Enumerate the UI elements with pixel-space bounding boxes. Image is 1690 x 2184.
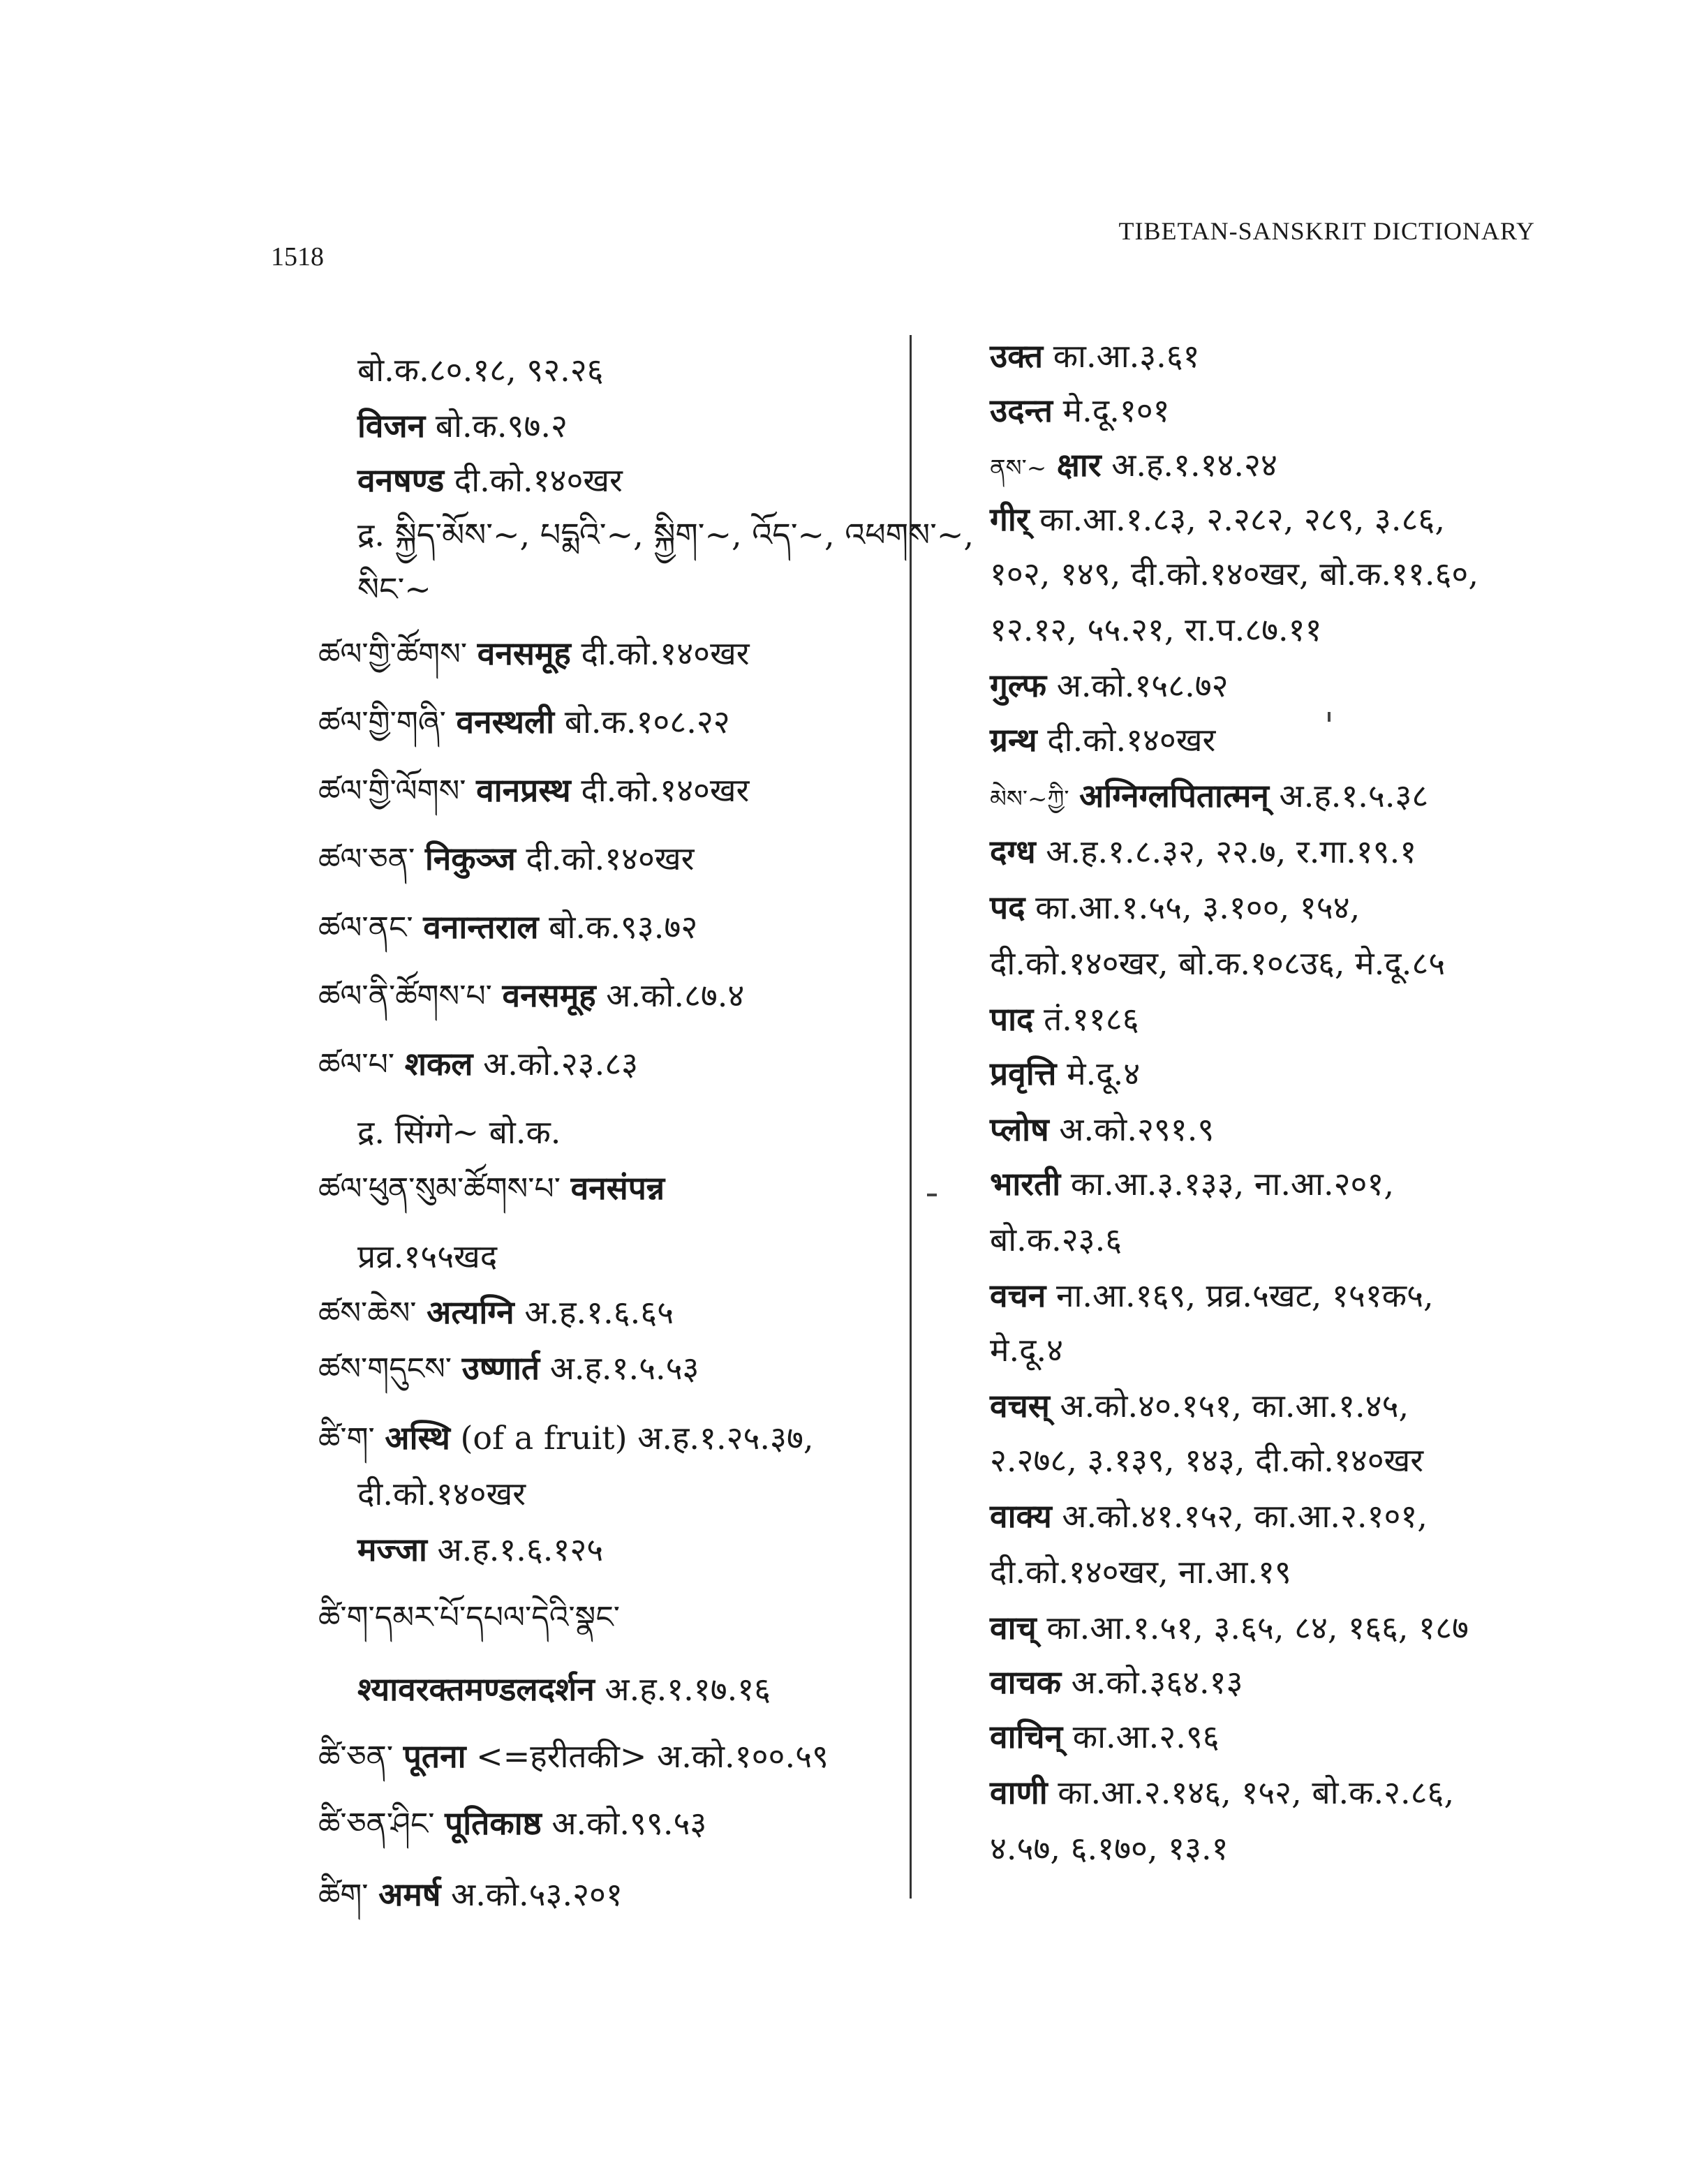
entry-line: [990, 553, 1478, 595]
source-reference: दी.को.१४०खर, बो.क.१०८उ६, मे.दू.८५: [990, 944, 1446, 982]
sanskrit-headword: वाचक: [990, 1663, 1062, 1701]
entry-line: [318, 906, 697, 949]
sanskrit-headword: अस्थि: [385, 1419, 450, 1457]
sanskrit-headword: मज्जा: [357, 1531, 427, 1568]
source-reference: दी.को.१४०खर: [357, 1475, 526, 1513]
source-reference: अ.को.२३.८३: [473, 1045, 639, 1083]
entry-line: [357, 405, 568, 447]
stray-mark: [1328, 712, 1330, 722]
entry-line: [990, 1163, 1394, 1205]
source-reference: अ.को.४१.१५२, का.आ.२.१०१,: [1051, 1497, 1428, 1535]
entry-line: [990, 335, 1200, 377]
entry-line: [318, 632, 750, 676]
source-reference: दी.को.१४०खर: [1037, 721, 1216, 759]
source-reference: का.आ.३.६१: [1043, 337, 1200, 375]
entry-line: [990, 1439, 1423, 1481]
entry-line: [318, 1291, 674, 1335]
page-number: 1518: [271, 242, 324, 272]
tibetan-term: ཚལ་གྱི་གཞི་: [318, 705, 446, 741]
entry-line: [990, 389, 1170, 431]
tibetan-term: ཚལ་པ་: [318, 1047, 395, 1083]
entry-line: [318, 1802, 706, 1845]
sanskrit-headword: अग्निग्लपितात्मन्: [1079, 777, 1269, 815]
entry-line: [990, 1053, 1140, 1094]
entry-line: [990, 886, 1360, 928]
tibetan-term: མེས་~ཀྱི་: [990, 785, 1069, 813]
tibetan-term: ཚིག་: [318, 1878, 369, 1913]
sanskrit-headword: वाच्: [990, 1609, 1037, 1647]
entry-line: [318, 701, 730, 744]
sanskrit-headword: वनान्तराल: [423, 908, 539, 946]
stray-mark: [927, 1194, 937, 1196]
sanskrit-headword: वनसमूह: [502, 976, 596, 1014]
entry-line: [990, 609, 1322, 651]
entry-line: [990, 1716, 1220, 1758]
entry-line: [318, 1043, 638, 1086]
entry-line: [318, 1873, 623, 1917]
entry-line: [357, 349, 604, 391]
entry-line: [990, 1827, 1229, 1869]
sanskrit-headword: विजन: [357, 407, 426, 445]
source-reference: अ.ह.१.१४.२४: [1101, 446, 1277, 484]
sanskrit-headword: उक्त: [990, 337, 1044, 375]
sanskrit-headword: वनस्थली: [456, 703, 555, 741]
sanskrit-headword: भारती: [990, 1165, 1061, 1203]
entry-line: [990, 1607, 1469, 1649]
tibetan-term: ཚལ་ནི་ཚོགས་པ་: [318, 979, 492, 1014]
source-reference: मे.दू.१०१: [1053, 392, 1170, 429]
source-reference: अ.ह.१.६.६५: [514, 1293, 674, 1331]
entry-line: [990, 1661, 1243, 1703]
source-reference: अ.को.५३.२०१: [440, 1875, 623, 1913]
source-reference: प्रव्र.१५५खद: [357, 1238, 498, 1275]
sanskrit-headword: शकल: [404, 1045, 473, 1083]
source-reference: बो.क.२३.६: [990, 1221, 1122, 1258]
entry-line: [357, 1473, 526, 1515]
source-reference: बो.क.१०८.२२: [554, 703, 730, 741]
source-reference: ना.आ.१६९, प्रव्र.५खट, १५१क५,: [1046, 1277, 1434, 1314]
source-reference: दी.को.१४०खर: [444, 461, 623, 499]
source-reference: दी.को.१४०खर: [570, 634, 750, 672]
entry-line: [357, 1235, 497, 1277]
tibetan-term: ཚི་ཅན་ཤིང་: [318, 1806, 435, 1842]
source-reference: का.आ.१.८३, २.२८२, २८९, ३.८६,: [1029, 500, 1445, 538]
source-reference: का.आ.२.१४६, १५२, बो.क.२.८६,: [1047, 1774, 1455, 1811]
sanskrit-headword: प्रवृत्ति: [990, 1055, 1057, 1092]
source-reference: दी.को.१४०खर: [570, 771, 750, 809]
entry-line: [990, 775, 1428, 820]
entry-line: [357, 1668, 771, 1710]
source-reference: अ.को.९९.५३: [541, 1804, 707, 1842]
entry-line: [318, 1596, 620, 1639]
source-reference: अ.को.२९१.९: [1048, 1110, 1215, 1148]
source-reference: द्र. སྐྱིད་མོས་~, པདྨའི་~, སྐྱིག་~, འོད་~, འཕགས་~,: [357, 516, 974, 554]
source-reference: སིང་~: [357, 570, 431, 608]
source-reference: दी.को.१४०खर: [515, 840, 695, 877]
entry-line: [357, 1529, 603, 1570]
entry-line: [990, 444, 1277, 489]
tibetan-term: ཚས་གདུངས་: [318, 1351, 452, 1387]
tibetan-term: ཚས་ཆེས་: [318, 1295, 417, 1331]
sanskrit-headword: वचस्: [990, 1387, 1050, 1425]
sanskrit-headword: दग्ध: [990, 833, 1036, 870]
source-reference: अ.को.३६४.१३: [1061, 1663, 1243, 1701]
tibetan-term: ཚི་ག་: [318, 1421, 375, 1457]
sanskrit-headword: निकुञ्ज: [424, 840, 516, 877]
tibetan-term: ནས་~: [990, 454, 1047, 482]
column-rule: [910, 335, 912, 1899]
source-reference: २.२७८, ३.१३९, १४३, दी.को.१४०खर: [990, 1441, 1424, 1479]
source-reference: अ.को.८७.४: [595, 976, 745, 1014]
source-reference: अ.ह.१.६.१२५: [427, 1531, 604, 1568]
source-reference: अ.को.१५८.७२: [1046, 667, 1229, 704]
sanskrit-headword: वनषण्ड: [357, 461, 445, 499]
source-reference: १०२, १४९, दी.को.१४०खर, बो.क.११.६०,: [990, 555, 1478, 593]
entry-line: [990, 1275, 1434, 1316]
tibetan-term: ཚལ་ཕུན་སུམ་ཚོགས་པ་: [318, 1171, 561, 1207]
source-reference: मे.दू.४: [990, 1331, 1064, 1369]
sanskrit-headword: उदन्त: [990, 392, 1053, 429]
entry-line: [990, 1551, 1291, 1593]
source-reference: अ.ह.१.१७.१६: [594, 1670, 771, 1708]
running-head: TIBETAN-SANSKRIT DICTIONARY: [1118, 217, 1535, 245]
entry-line: [990, 998, 1139, 1040]
entry-line: [357, 568, 431, 610]
sanskrit-headword: क्षार: [1056, 446, 1102, 484]
source-reference: अ.को.४०.१५१, का.आ.१.४५,: [1049, 1387, 1409, 1425]
sanskrit-headword: उष्णार्त: [461, 1349, 540, 1387]
source-reference: का.आ.२.९६: [1062, 1718, 1220, 1755]
source-reference: १२.१२, ५५.२१, रा.प.८७.११: [990, 611, 1322, 648]
sanskrit-headword: गीर्: [990, 500, 1030, 538]
source-reference: का.आ.१.५१, ३.६५, ८४, १६६, १८७: [1036, 1609, 1469, 1647]
source-reference: दी.को.१४०खर, ना.आ.१९: [990, 1553, 1291, 1591]
source-reference: अ.ह.१.५.५३: [540, 1349, 699, 1387]
sanskrit-headword: प्लोष: [990, 1110, 1049, 1148]
entry-line: [990, 942, 1445, 984]
source-reference: (of a fruit) अ.ह.१.२५.३७,: [450, 1419, 814, 1457]
entry-line: [318, 1167, 665, 1210]
sanskrit-headword: वानप्रस्थ: [476, 771, 571, 809]
sanskrit-headword: पाद: [990, 1000, 1034, 1038]
entry-line: [318, 1347, 699, 1390]
source-reference: ४.५७, ६.१७०, १३.१: [990, 1829, 1229, 1867]
source-reference: अ.ह.१.८.३२, २२.७, र.गा.१९.१: [1035, 833, 1417, 870]
source-reference: द्र. सिंग्गे~ बो.क.: [357, 1113, 561, 1151]
tibetan-term: ཚི་ཅན་: [318, 1739, 394, 1775]
entry-line: [990, 1771, 1454, 1813]
tibetan-term: ཚལ་གྱི་ཚོགས་: [318, 637, 468, 672]
entry-line: [990, 1219, 1122, 1261]
entry-line: [318, 769, 749, 812]
tibetan-term: ཚི་ག་དམར་པོ་དཔལ་དེའི་སྣང་: [318, 1600, 620, 1635]
source-reference: का.आ.३.१३३, ना.आ.२०१,: [1060, 1165, 1394, 1203]
sanskrit-headword: वाणी: [990, 1774, 1048, 1811]
sanskrit-headword: अमर्ष: [378, 1875, 441, 1913]
entry-line: [990, 1108, 1214, 1150]
entry-line: [357, 514, 974, 556]
sanskrit-headword: वाचिन्: [990, 1718, 1063, 1755]
entry-line: [990, 831, 1416, 872]
tibetan-term: ཚལ་ཅན་: [318, 842, 415, 877]
sanskrit-headword: वचन: [990, 1277, 1046, 1314]
sanskrit-headword: वनसंपन्न: [570, 1169, 665, 1207]
sanskrit-headword: वाक्य: [990, 1497, 1052, 1535]
entry-line: [357, 1111, 561, 1153]
sanskrit-headword: वनसमूह: [477, 634, 571, 672]
sanskrit-headword: श्यावरक्तमण्डलदर्शन: [357, 1670, 595, 1708]
entry-line: [318, 1417, 814, 1460]
source-reference: बो.क.९३.७२: [538, 908, 698, 946]
sanskrit-headword: पूतिकाष्ठ: [445, 1804, 542, 1842]
source-reference: तं.११८६: [1033, 1000, 1139, 1038]
source-reference: का.आ.१.५५, ३.१००, १५४,: [1025, 889, 1361, 926]
entry-line: [990, 1495, 1428, 1537]
tibetan-term: ཚལ་གྱི་ལོགས་: [318, 773, 466, 809]
entry-line: [990, 1385, 1409, 1427]
entry-line: [990, 498, 1445, 540]
entry-line: [357, 459, 623, 501]
entry-line: [990, 1329, 1063, 1371]
source-reference: बो.क.९७.२: [425, 407, 568, 445]
sanskrit-headword: ग्रन्थ: [990, 721, 1037, 759]
entry-line: [990, 664, 1229, 706]
source-reference: <=हरीतकी> अ.को.१००.५९: [466, 1737, 829, 1775]
sanskrit-headword: गुल्फ: [990, 667, 1047, 704]
sanskrit-headword: अत्यग्नि: [427, 1293, 514, 1331]
entry-line: [318, 974, 744, 1018]
source-reference: मे.दू.४: [1056, 1055, 1141, 1092]
entry-line: [318, 1735, 829, 1778]
sanskrit-headword: पूतना: [403, 1737, 466, 1775]
sanskrit-headword: पद: [990, 889, 1025, 926]
source-reference: बो.क.८०.१८, ९२.२६: [357, 351, 604, 389]
tibetan-term: ཚལ་ནང་: [318, 910, 413, 946]
entry-line: [990, 719, 1215, 761]
entry-line: [318, 838, 694, 881]
source-reference: अ.ह.१.५.३८: [1268, 777, 1429, 815]
